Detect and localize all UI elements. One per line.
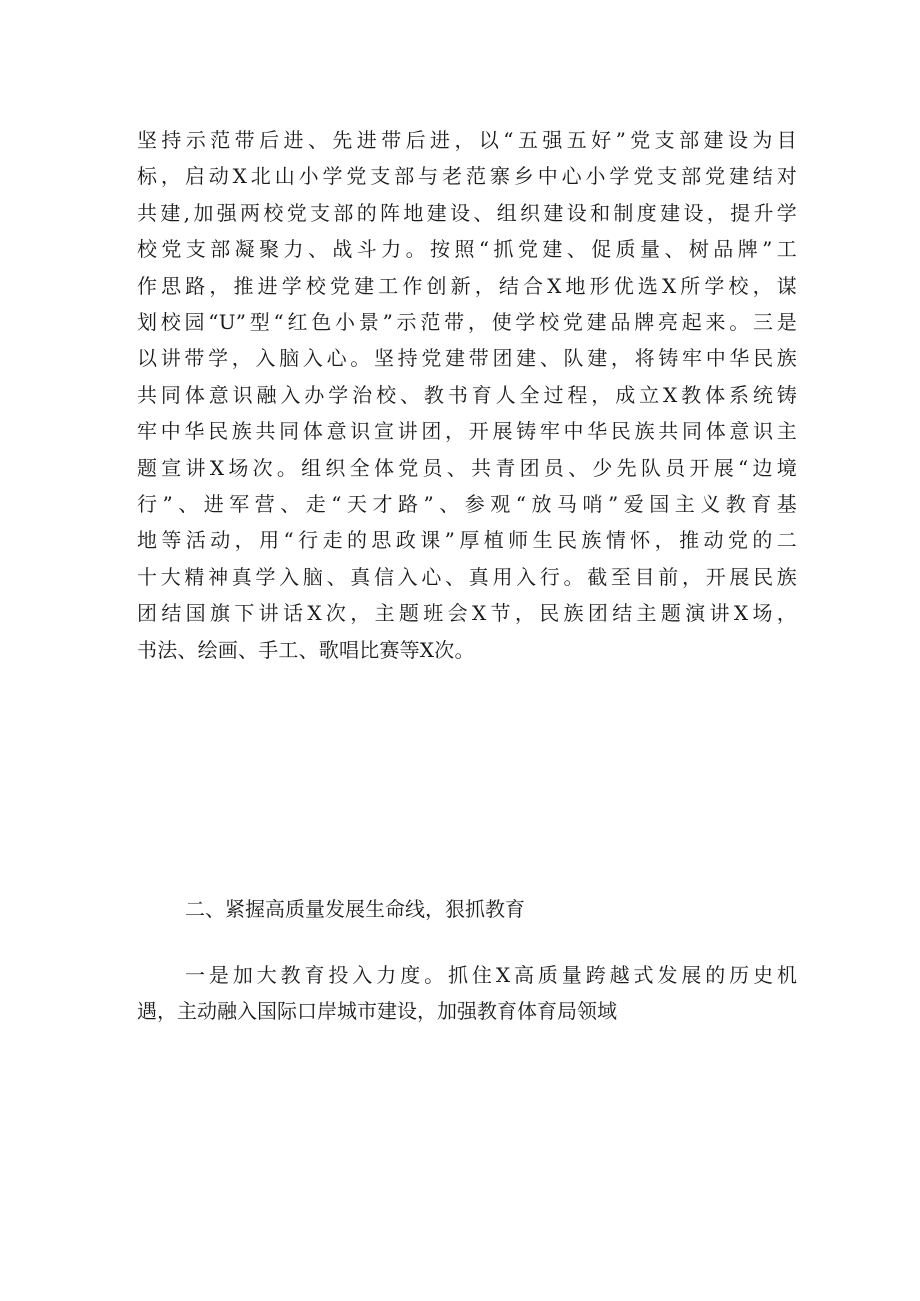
body-paragraph-2 <box>137 957 797 1030</box>
text-line: 遇，主动融入国际口岸城市建设，加强教育体育局领域 <box>137 999 617 1024</box>
text-line: 十大精神真学入脑、真信入心、真用入行。截至目前，开展民族 <box>137 564 797 589</box>
text-line: 牢中华民族共同体意识宣讲团，开展铸牢中华民族共同体意识主 <box>137 419 797 444</box>
text-line: 共建,加强两校党支部的阵地建设、组织建设和制度建设，提升学 <box>137 200 797 225</box>
text-line: 校党支部凝聚力、战斗力。按照“抓党建、促质量、树品牌”工 <box>137 237 797 262</box>
text-line: 题宣讲X场次。组织全体党员、共青团员、少先队员开展“边境 <box>137 455 797 480</box>
text-line: 一是加大教育投入力度。抓住X高质量跨越式发展的历史机 <box>185 963 797 987</box>
text-line: 作思路，推进学校党建工作创新，结合X地形优选X所学校，谋 <box>137 273 797 298</box>
section-heading: 二、紧握高质量发展生命线，狠抓教育 <box>185 897 525 921</box>
text-line: 书法、绘画、手工、歌唱比赛等X次。 <box>137 637 475 662</box>
text-line: 共同体意识融入办学治校、教书育人全过程，成立X教体系统铸 <box>137 382 797 407</box>
text-line: 划校园“U”型“红色小景”示范带，使学校党建品牌亮起来。三是 <box>137 310 797 335</box>
body-paragraph-1 <box>137 122 797 668</box>
text-line: 行”、进军营、走“天才路”、参观“放马哨”爱国主义教育基 <box>137 492 797 517</box>
text-line: 以讲带学，入脑入心。坚持党建带团建、队建，将铸牢中华民族 <box>137 346 797 371</box>
text-line: 团结国旗下讲话X次，主题班会X节，民族团结主题演讲X场， <box>137 601 797 626</box>
text-line: 坚持示范带后进、先进带后进，以“五强五好”党支部建设为目 <box>137 128 797 152</box>
text-line: 标，启动X北山小学党支部与老范寨乡中心小学党支部党建结对 <box>137 164 797 189</box>
text-line: 地等活动，用“行走的思政课”厚植师生民族情怀，推动党的二 <box>137 528 797 553</box>
